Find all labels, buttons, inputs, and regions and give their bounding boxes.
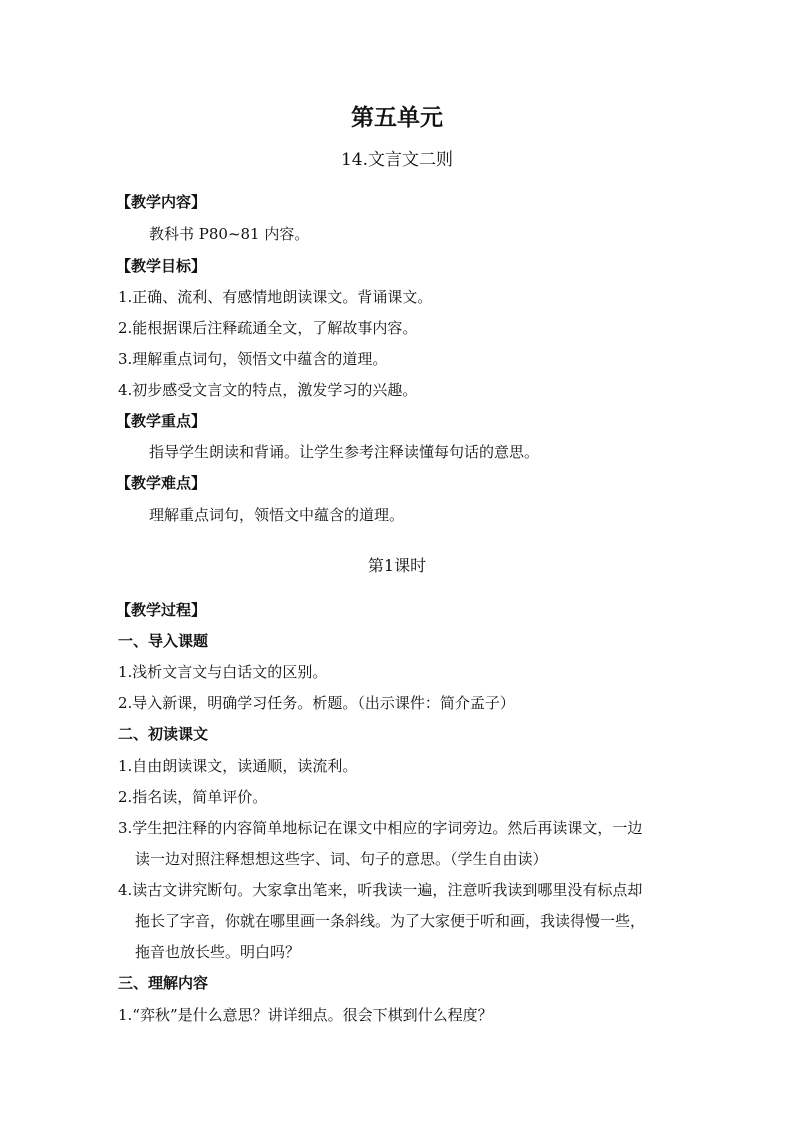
key-points-text: 指导学生朗读和背诵。让学生参考注释读懂每句话的意思。: [149, 443, 540, 461]
part2-item-continued: 拖长了字音，你就在哪里画一条斜线。为了大家便于听和画，我读得慢一些，: [135, 912, 646, 930]
lesson-title: 14.文言文二则: [340, 150, 454, 170]
content-heading: 【教学内容】: [116, 193, 207, 211]
part2-item: 4.读古文讲究断句。大家拿出笔来，听我读一遍，注意听我读到哪里没有标点却: [118, 881, 643, 899]
goal-item: 2.能根据课后注释疏通全文，了解故事内容。: [118, 319, 418, 337]
difficulties-text: 理解重点词句，领悟文中蕴含的道理。: [149, 506, 405, 524]
part2-heading: 二、初读课文: [118, 725, 209, 743]
goal-item: 1.正确、流利、有感情地朗读课文。背诵课文。: [118, 288, 433, 306]
difficulties-heading: 【教学难点】: [116, 474, 207, 492]
part2-item: 3.学生把注释的内容简单地标记在课文中相应的字词旁边。然后再读课文，一边: [118, 819, 643, 837]
goal-item: 3.理解重点词句，领悟文中蕴含的道理。: [118, 350, 388, 368]
part2-item: 2.指名读，简单评价。: [118, 788, 268, 806]
part1-heading: 一、导入课题: [118, 632, 209, 650]
part1-item: 2.导入新课，明确学习任务。析题。（出示课件：简介孟子）: [118, 694, 515, 712]
goal-item: 4.初步感受文言文的特点，激发学习的兴趣。: [118, 381, 418, 399]
part1-item: 1.浅析文言文与白话文的区别。: [118, 663, 328, 681]
key-points-heading: 【教学重点】: [116, 412, 207, 430]
process-heading: 【教学过程】: [116, 601, 207, 619]
part2-item-continued: 拖音也放长些。明白吗？: [135, 943, 301, 961]
part3-heading: 三、理解内容: [118, 974, 209, 992]
goals-heading: 【教学目标】: [116, 257, 207, 275]
part3-item: 1.“弈秋”是什么意思？讲详细点。很会下棋到什么程度？: [118, 1006, 493, 1024]
content-text: 教科书 P80~81 内容。: [149, 225, 310, 243]
period-title: 第1课时: [367, 556, 427, 575]
unit-title: 第五单元: [351, 105, 443, 131]
part2-item-continued: 读一边对照注释想想这些字、词、句子的意思。（学生自由读）: [135, 850, 548, 868]
part2-item: 1.自由朗读课文，读通顺，读流利。: [118, 757, 358, 775]
